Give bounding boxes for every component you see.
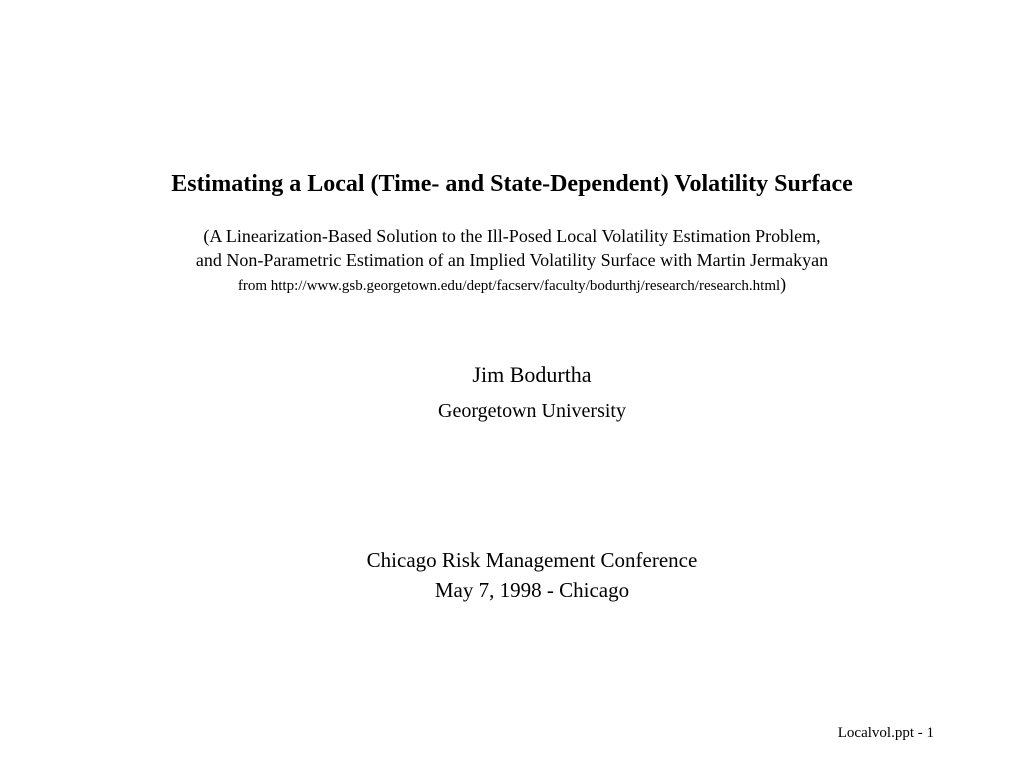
source-url: http://www.gsb.georgetown.edu/dept/facserv/faculty/bodurthj/research/research.html bbox=[270, 278, 781, 294]
author-name: Jim Bodurtha bbox=[472, 362, 592, 387]
conference-block bbox=[20, 545, 1024, 605]
slide-title: Estimating a Local (Time- and State-Dependent) Volatility Surface bbox=[171, 171, 853, 197]
slide-footer: Localvol.ppt - 1 bbox=[837, 725, 934, 741]
source-closing-paren: ) bbox=[780, 274, 787, 294]
subtitle-line-1: (A Linearization-Based Solution to the Ill-Posed Local Volatility Estimation Problem, bbox=[203, 226, 821, 246]
subtitle-line-3 bbox=[0, 272, 1024, 298]
author-affiliation: Georgetown University bbox=[438, 400, 626, 422]
conference-date-location: May 7, 1998 - Chicago bbox=[434, 578, 630, 602]
subtitle-line-2: and Non-Parametric Estimation of an Implied Volatility Surface with Martin Jermakyan bbox=[195, 250, 829, 270]
source-prefix: from bbox=[237, 278, 271, 294]
conference-name: Chicago Risk Management Conference bbox=[366, 548, 698, 572]
slide-subtitle bbox=[0, 224, 1024, 298]
